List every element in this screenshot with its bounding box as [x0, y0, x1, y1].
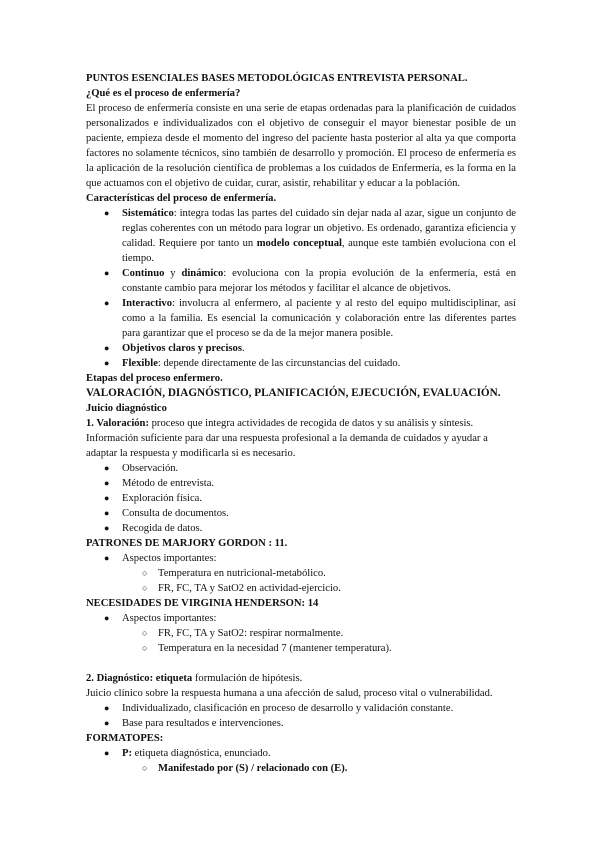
list-item: ● Método de entrevista.: [104, 478, 215, 489]
bullet-icon: ●: [104, 463, 110, 473]
bullet-icon: ●: [104, 508, 110, 518]
stages-heading: Etapas del proceso enfermero.: [86, 373, 223, 384]
bullet-icon: ●: [104, 613, 110, 623]
list-item: ● Recogida de datos.: [104, 523, 203, 534]
spacer: [86, 656, 516, 671]
bullet-icon: ●: [104, 358, 110, 368]
diagnostico-juicio: Juicio clínico sobre la respuesta humana a una afección de salud, proceso vital o vulnerabilidad.: [86, 688, 493, 699]
sub-list-item: ○ Temperatura en nutricional-metabólico.: [142, 568, 326, 579]
henderson-heading: NECESIDADES DE VIRGINIA HENDERSON: 14: [86, 598, 319, 609]
bullet-icon: ●: [104, 493, 110, 503]
bullet-icon: ●: [104, 298, 110, 308]
bullet-icon: ●: [104, 718, 110, 728]
valoracion-info: Información suficiente para dar una respuesta profesional a la demanda de cuidados y ayudar a adaptar la respuesta y modificarla si es necesario.: [86, 433, 488, 459]
bullet-icon: ●: [104, 268, 110, 278]
gordon-list: [86, 551, 516, 596]
diagnostico-list: [86, 701, 516, 731]
document-title: PUNTOS ESENCIALES BASES METODOLÓGICAS ENTREVISTA PERSONAL.: [86, 73, 468, 84]
bullet-icon: ●: [104, 208, 110, 218]
bullet-icon: ●: [104, 523, 110, 533]
list-item: ● Observación.: [104, 463, 179, 474]
list-item: ● Aspectos importantes:: [104, 553, 217, 564]
list-item: ● Individualizado, clasificación en proceso de desarrollo y validación constante.: [104, 703, 454, 714]
list-item: ● Flexible: depende directamente de las circunstancias del cuidado.: [104, 358, 401, 369]
bullet-icon: ●: [104, 343, 110, 353]
characteristics-list: [86, 206, 516, 371]
valoracion-line: 1. Valoración: proceso que integra actividades de recogida de datos y su análisis y síntesis.: [86, 418, 474, 429]
bullet-icon: ●: [104, 748, 110, 758]
henderson-list: [86, 611, 516, 656]
circle-bullet-icon: ○: [142, 568, 148, 578]
circle-bullet-icon: ○: [142, 583, 148, 593]
list-item: ● Sistemático: integra todas las partes del cuidado sin dejar nada al azar, sigue un conjunto de reglas coherentes con un método para lograr un objetivo. Es ordenado, garantiza eficiencia y calidad. Requiere por tanto un modelo conceptual, aunque este también evoluciona con el tiempo.: [104, 208, 516, 264]
sub-list-item: ○ Manifestado por (S) / relacionado con (E).: [142, 763, 348, 774]
valoracion-list: [86, 461, 516, 536]
diagnostico-line: 2. Diagnóstico: etiqueta formulación de hipótesis.: [86, 673, 303, 684]
circle-bullet-icon: ○: [142, 763, 148, 773]
list-item: ● Interactivo: involucra al enfermero, al paciente y al resto del equipo multidisciplinar, así como a la familia. Es esencial la comunicación y colaboración entre las diferentes partes para garantizar que el proceso se da de la mejor manera posible.: [104, 298, 516, 339]
sub-list-item: ○ FR, FC, TA y SatO2 en actividad-ejercicio.: [142, 583, 341, 594]
circle-bullet-icon: ○: [142, 643, 148, 653]
question-heading: ¿Qué es el proceso de enfermería?: [86, 88, 241, 99]
list-item: ● Consulta de documentos.: [104, 508, 229, 519]
sub-list-item: ○ FR, FC, TA y SatO2: respirar normalmente.: [142, 628, 344, 639]
list-item: ● Exploración física.: [104, 493, 203, 504]
formatos-list: [86, 746, 516, 776]
bullet-icon: ●: [104, 553, 110, 563]
sub-list-item: ○ Temperatura en la necesidad 7 (mantener temperatura).: [142, 643, 392, 654]
circle-bullet-icon: ○: [142, 628, 148, 638]
list-item: ● Objetivos claros y precisos.: [104, 343, 245, 354]
formatos-heading: FORMATOPES:: [86, 733, 164, 744]
list-item: ● Continuo y dinámico: evoluciona con la propia evolución de la enfermería, está en constante cambio para mejorar los métodos y facilitar el alcance de objetivos.: [104, 268, 516, 294]
intro-paragraph: El proceso de enfermería consiste en una serie de etapas ordenadas para la planificación de cuidados personalizados e individualizados con el objetivo de conseguir el mayor bienestar posible de un paciente, empieza desde el momento del ingreso del paciente hasta posterior al alta ya que comporta factores no solamente técnicos, sino también de desarrollo y promoción. El proceso de enfermería es la aplicación de la resolución científica de problemas a los cuidados de Enfermería, es la forma en la que actuamos con el objetivo de cuidar, curar, asistir, rehabilitar y educar a la población.: [86, 103, 516, 189]
bullet-icon: ●: [104, 478, 110, 488]
bullet-icon: ●: [104, 703, 110, 713]
list-item: ● Aspectos importantes:: [104, 613, 217, 624]
document-content: [86, 71, 516, 776]
characteristics-heading: Características del proceso de enfermería.: [86, 193, 277, 204]
stages-caps: VALORACIÓN, DIAGNÓSTICO, PLANIFICACIÓN, EJECUCIÓN, EVALUACIÓN.: [86, 387, 501, 399]
gordon-heading: PATRONES DE MARJORY GORDON : 11.: [86, 538, 288, 549]
list-item: ● Base para resultados e intervenciones.: [104, 718, 284, 729]
juicio-heading: Juicio diagnóstico: [86, 403, 167, 414]
list-item: ● P: etiqueta diagnóstica, enunciado.: [104, 748, 271, 759]
